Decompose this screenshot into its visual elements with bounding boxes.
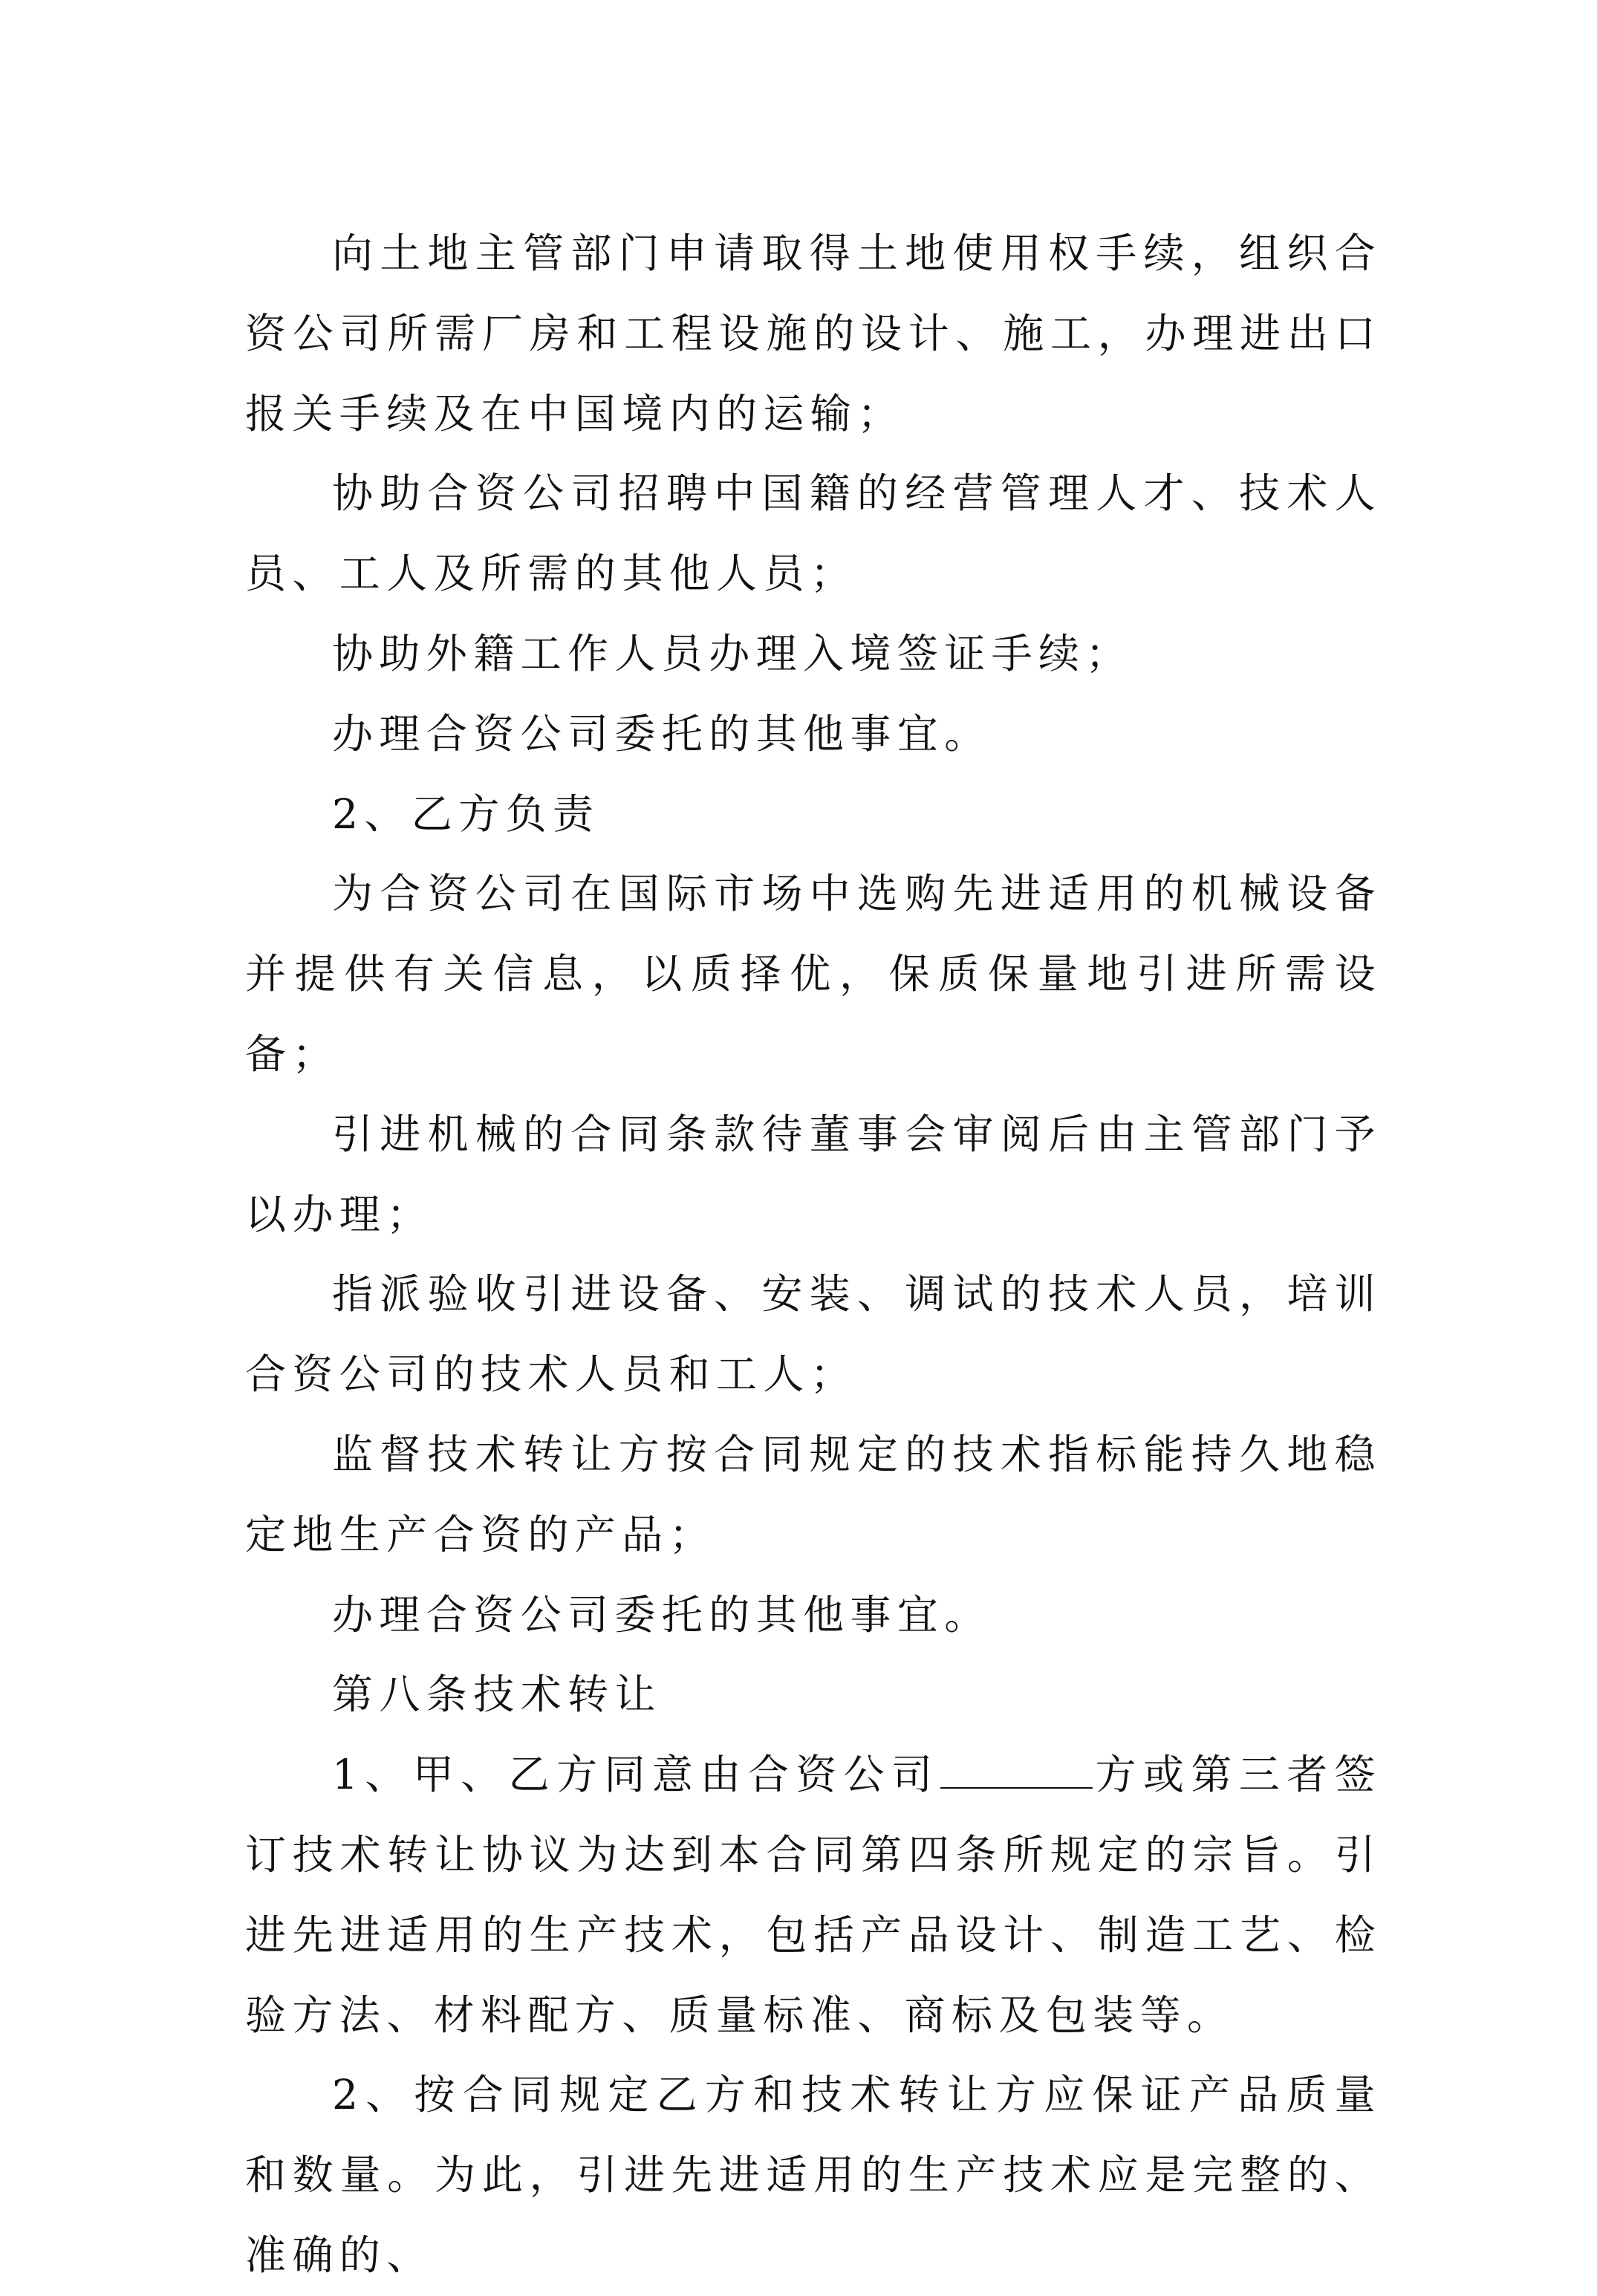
paragraph-land-use: 向土地主管部门申请取得土地使用权手续，组织合资公司所需厂房和工程设施的设计、施工，办理进出口报关手续及在中国境内的运输；: [245, 230, 1382, 438]
paragraph-technicians: 指派验收引进设备、安装、调试的技术人员，培训合资公司的技术人员和工人；: [245, 1270, 1382, 1399]
fill-in-blank: [940, 1786, 1093, 1789]
paragraph-other-matters-b: 办理合资公司委托的其他事宜。: [332, 1590, 992, 1639]
document-body: [245, 214, 1382, 2296]
paragraph-other-matters-a: 办理合资公司委托的其他事宜。: [332, 709, 992, 758]
paragraph-visa: 协助外籍工作人员办理入境签证手续；: [332, 629, 1133, 677]
paragraph-tech-transfer-1-start: 1、甲、乙方同意由合资公司: [332, 1751, 940, 1799]
paragraph-tech-transfer-1: [245, 1735, 1382, 2055]
section-heading-party-b: 2、乙方负责: [332, 790, 600, 838]
paragraph-equipment-selection: 为合资公司在国际市场中选购先进适用的机械设备并提供有关信息，以质择优，保质保量地引进所需设备；: [245, 870, 1382, 1078]
paragraph-recruit-staff: 协助合资公司招聘中国籍的经营管理人才、技术人员、工人及所需的其他人员；: [245, 469, 1382, 598]
article-eight-heading: 第八条技术转让: [332, 1671, 662, 1719]
paragraph-tech-transfer-1-rest: 方或第三者签订技术转让协议为达到本合同第四条所规定的宗旨。引进先进适用的生产技术，包括产品设计、制造工艺、检验方法、材料配方、质量标准、商标及包装等。: [245, 1751, 1382, 2039]
paragraph-machine-contract: 引进机械的合同条款待董事会审阅后由主管部门予以办理；: [245, 1110, 1382, 1238]
paragraph-supervision: 监督技术转让方按合同规定的技术指标能持久地稳定地生产合资的产品；: [245, 1430, 1382, 1558]
paragraph-tech-transfer-2: 2、按合同规定乙方和技术转让方应保证产品质量和数量。为此，引进先进适用的生产技术应是完整的、准确的、: [245, 2071, 1382, 2279]
